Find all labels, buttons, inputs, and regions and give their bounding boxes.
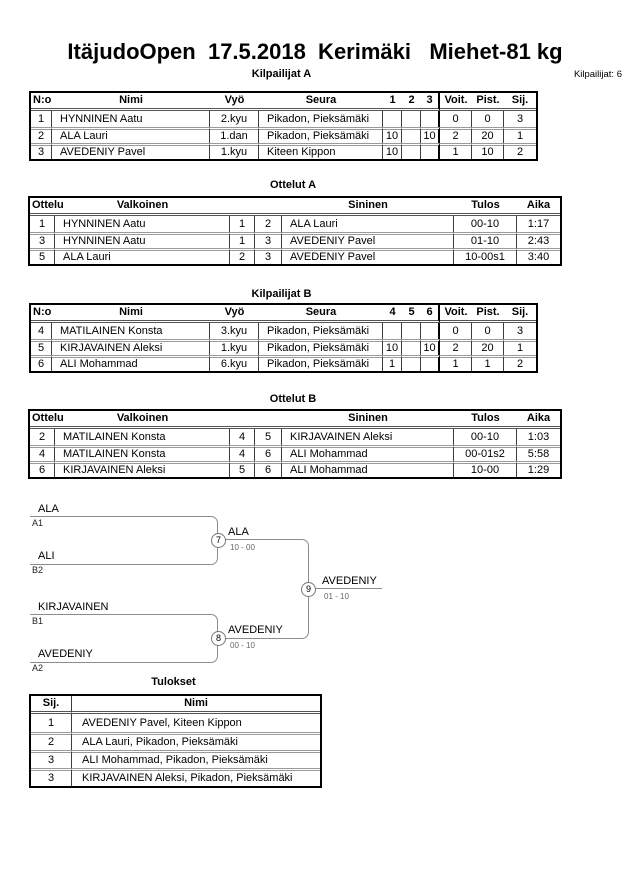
column-header: 1 [383,93,402,111]
table-cell: 3:40 [517,248,560,264]
column-header: Seura [259,93,383,111]
table-cell: 4 [31,323,52,339]
column-header: Aika [517,411,560,429]
column-header: Sij. [504,305,536,323]
table-cell: 1 [383,355,402,371]
table-cell: AVEDENIY Pavel [282,232,454,248]
table-cell: 10 [383,339,402,355]
section-heading-ottelut-b: Ottelut B [269,393,317,405]
match-score-label: 10 - 00 [230,543,255,552]
column-header: Sij. [504,93,536,111]
table-cell: 1.kyu [210,339,259,355]
table-cell: 6 [30,461,55,477]
table-cell: 5 [255,429,282,445]
table-cell: ALA Lauri [55,248,230,264]
table-row [31,111,536,127]
column-header: Valkoinen [55,411,230,429]
bracket-entry-name: KIRJAVAINEN [38,601,109,613]
table-cell [383,111,402,127]
table-cell: 3 [31,143,52,159]
table-cell: 1 [30,216,55,232]
column-header: Aika [517,198,560,216]
column-header: Voit. [440,93,472,111]
table-cell: 3 [255,248,282,264]
match-winner-label: AVEDENIY [228,624,283,636]
match-number-circle: 8 [211,631,226,646]
table-row [30,248,560,264]
section-heading-ottelut-a: Ottelut A [269,179,317,191]
table-row [31,127,536,143]
table-cell: Pikadon, Pieksämäki [259,111,383,127]
table-cell: 3 [516,324,524,337]
table-cell: 10-00 [454,461,517,477]
bracket-entry-name: ALA [38,503,59,515]
table-cell: 0 [472,111,504,127]
table-cell: 10 [472,143,504,159]
table-cell: 6 [31,355,52,371]
table-cell: 1 [504,339,536,355]
section-heading-kilpailijat-b: Kilpailijat B [251,288,312,300]
kilpailijat-b-table [29,303,538,373]
table-cell: KIRJAVAINEN Aleksi [52,339,210,355]
table-cell: 3 [516,112,524,125]
table-cell [402,323,421,339]
table-cell [402,339,421,355]
table-cell [402,127,421,143]
table-header-row [31,696,320,714]
section-heading-kilpailijat-a: Kilpailijat A [251,68,312,80]
column-header: Sininen [282,198,454,216]
table-cell: 6.kyu [210,355,259,371]
table-cell: 2:43 [517,232,560,248]
section-heading-tulokset: Tulokset [151,676,196,688]
table-cell: 1.dan [210,127,259,143]
column-header [230,198,255,216]
table-row [31,750,320,768]
table-cell: ALA Lauri, Pikadon, Pieksämäki [72,732,320,750]
table-cell [421,355,440,371]
table-cell: 1 [440,355,472,371]
table-row [31,143,536,159]
table-cell: 1:29 [517,461,560,477]
table-cell: 3 [255,232,282,248]
column-header [230,411,255,429]
table-cell: 5:58 [517,445,560,461]
elimination-bracket [30,503,402,679]
table-cell: 1 [230,232,255,248]
table-cell: ALI Mohammad [282,461,454,477]
table-cell: 10-00s1 [454,248,517,264]
table-cell: AVEDENIY Pavel, Kiteen Kippon [82,716,242,729]
table-cell: 2 [230,248,255,264]
table-cell: 4 [230,445,255,461]
table-cell [402,355,421,371]
table-cell [421,323,440,339]
bracket-connector [30,516,218,565]
table-header-row [30,198,560,216]
table-row [31,323,536,339]
bracket-entry-name: AVEDENIY [38,648,93,660]
table-cell: 5 [30,248,55,264]
column-header: Nimi [52,305,210,323]
table-cell: 6 [255,445,282,461]
table-cell: 5 [31,339,52,355]
table-cell: 2 [30,429,55,445]
kilpailijat-a-table [29,91,538,161]
table-cell: MATILAINEN Konsta [55,445,230,461]
table-row [31,339,536,355]
table-header-row [30,411,560,429]
table-row [30,461,560,477]
table-cell: 1:17 [527,217,550,230]
match-winner-label: ALA [228,526,249,538]
table-cell: 1.kyu [210,143,259,159]
column-header: 4 [383,305,402,323]
table-cell: 1 [31,111,52,127]
table-cell [402,111,421,127]
tulokset-table [29,694,322,788]
column-header: Ottelu [30,198,55,216]
column-header: Sij. [31,696,72,714]
column-header: Valkoinen [55,198,230,216]
table-cell: 2 [255,216,282,232]
column-header [255,198,282,216]
table-cell: 10 [421,339,440,355]
table-cell: 10 [383,143,402,159]
table-cell: Pikadon, Pieksämäki [259,355,383,371]
column-header: Voit. [440,305,472,323]
final-winner-line [308,588,382,589]
table-cell: Kiteen Kippon [259,143,383,159]
table-cell: 0 [440,111,472,127]
column-header: Pist. [472,93,504,111]
table-cell: KIRJAVAINEN Aleksi, Pikadon, Pieksämäki [72,768,320,786]
table-row [31,768,320,786]
ottelut-b-table [28,409,562,479]
table-cell: 2 [31,127,52,143]
table-cell: HYNNINEN Aatu [52,111,210,127]
table-cell: 1 [230,216,255,232]
table-cell: 5 [230,461,255,477]
table-cell: KIRJAVAINEN Aleksi [55,461,230,477]
column-header: 3 [421,93,440,111]
match-score-label: 00 - 10 [230,641,255,650]
table-cell: MATILAINEN Konsta [55,429,230,445]
column-header: Nimi [52,93,210,111]
table-header-row [31,93,536,111]
table-row [30,216,560,232]
table-cell: 1 [504,127,536,143]
table-cell [383,323,402,339]
table-cell: HYNNINEN Aatu [55,216,230,232]
table-cell: 1 [472,355,504,371]
column-header: Vyö [210,305,259,323]
table-cell: Pikadon, Pieksämäki [259,323,383,339]
table-row [30,429,560,445]
table-cell [402,143,421,159]
column-header: 5 [402,305,421,323]
column-header: Ottelu [30,411,55,429]
table-cell: ALI Mohammad [52,355,210,371]
table-cell: Pikadon, Pieksämäki [259,127,383,143]
table-cell: ALA Lauri [282,216,454,232]
table-cell: 0 [440,323,472,339]
table-cell: 3 [30,232,55,248]
table-cell: 3 [31,768,72,786]
table-cell: AVEDENIY Pavel [52,143,210,159]
table-cell: MATILAINEN Konsta [52,323,210,339]
match-number-circle: 9 [301,582,316,597]
table-cell: 4 [230,429,255,445]
column-header: Nimi [72,696,320,714]
table-cell: 2 [504,143,536,159]
table-header-row [31,305,536,323]
table-cell: 1:03 [527,430,550,443]
table-cell [421,111,440,127]
column-header: N:o [31,93,52,111]
table-cell: ALA Lauri [52,127,210,143]
table-cell: ALI Mohammad, Pikadon, Pieksämäki [72,750,320,768]
final-winner-label: AVEDENIY [322,575,377,587]
table-cell: 01-10 [454,232,517,248]
final-score-label: 01 - 10 [324,592,349,601]
table-cell: 2 [31,732,72,750]
table-cell: 2.kyu [210,111,259,127]
table-cell: 00-01s2 [454,445,517,461]
table-cell: AVEDENIY Pavel [282,248,454,264]
table-cell: 20 [472,339,504,355]
column-header: Sininen [282,411,454,429]
table-cell: 4 [30,445,55,461]
table-cell: ALI Mohammad [282,445,454,461]
table-row [30,232,560,248]
table-cell: 00-10 [454,429,517,445]
bracket-seed-label: B2 [32,565,44,575]
table-cell: Pikadon, Pieksämäki [259,339,383,355]
page-title: ItäjudoOpen 17.5.2018 Kerimäki Miehet-81 kg [67,39,563,64]
table-cell: 2 [440,339,472,355]
column-header: Tulos [454,411,517,429]
column-header: 6 [421,305,440,323]
table-cell: 2 [504,355,536,371]
column-header: Vyö [210,93,259,111]
table-row [30,445,560,461]
column-header [255,411,282,429]
bracket-seed-label: A2 [32,663,44,673]
bracket-seed-label: B1 [32,616,44,626]
table-cell: 3 [31,750,72,768]
column-header: Seura [259,305,383,323]
ottelut-a-table [28,196,562,266]
table-cell: 0 [472,323,504,339]
column-header: N:o [31,305,52,323]
table-cell: KIRJAVAINEN Aleksi [282,429,454,445]
table-cell: 20 [472,127,504,143]
table-cell: 6 [255,461,282,477]
table-row [31,355,536,371]
table-cell: HYNNINEN Aatu [55,232,230,248]
table-cell: 10 [383,127,402,143]
bracket-entry-name: ALI [38,550,55,562]
column-header: Tulos [454,198,517,216]
participants-count-note: Kilpailijat: 6 [573,69,622,80]
table-row [31,714,320,732]
column-header: 2 [402,93,421,111]
table-cell: 1 [440,143,472,159]
table-cell: 10 [421,127,440,143]
table-cell: 3.kyu [210,323,259,339]
table-cell: 1 [31,714,72,732]
table-row [31,732,320,750]
table-cell [421,143,440,159]
bracket-seed-label: A1 [32,518,44,528]
table-cell: 00-10 [454,216,517,232]
match-number-circle: 7 [211,533,226,548]
table-cell: 2 [440,127,472,143]
column-header: Pist. [472,305,504,323]
